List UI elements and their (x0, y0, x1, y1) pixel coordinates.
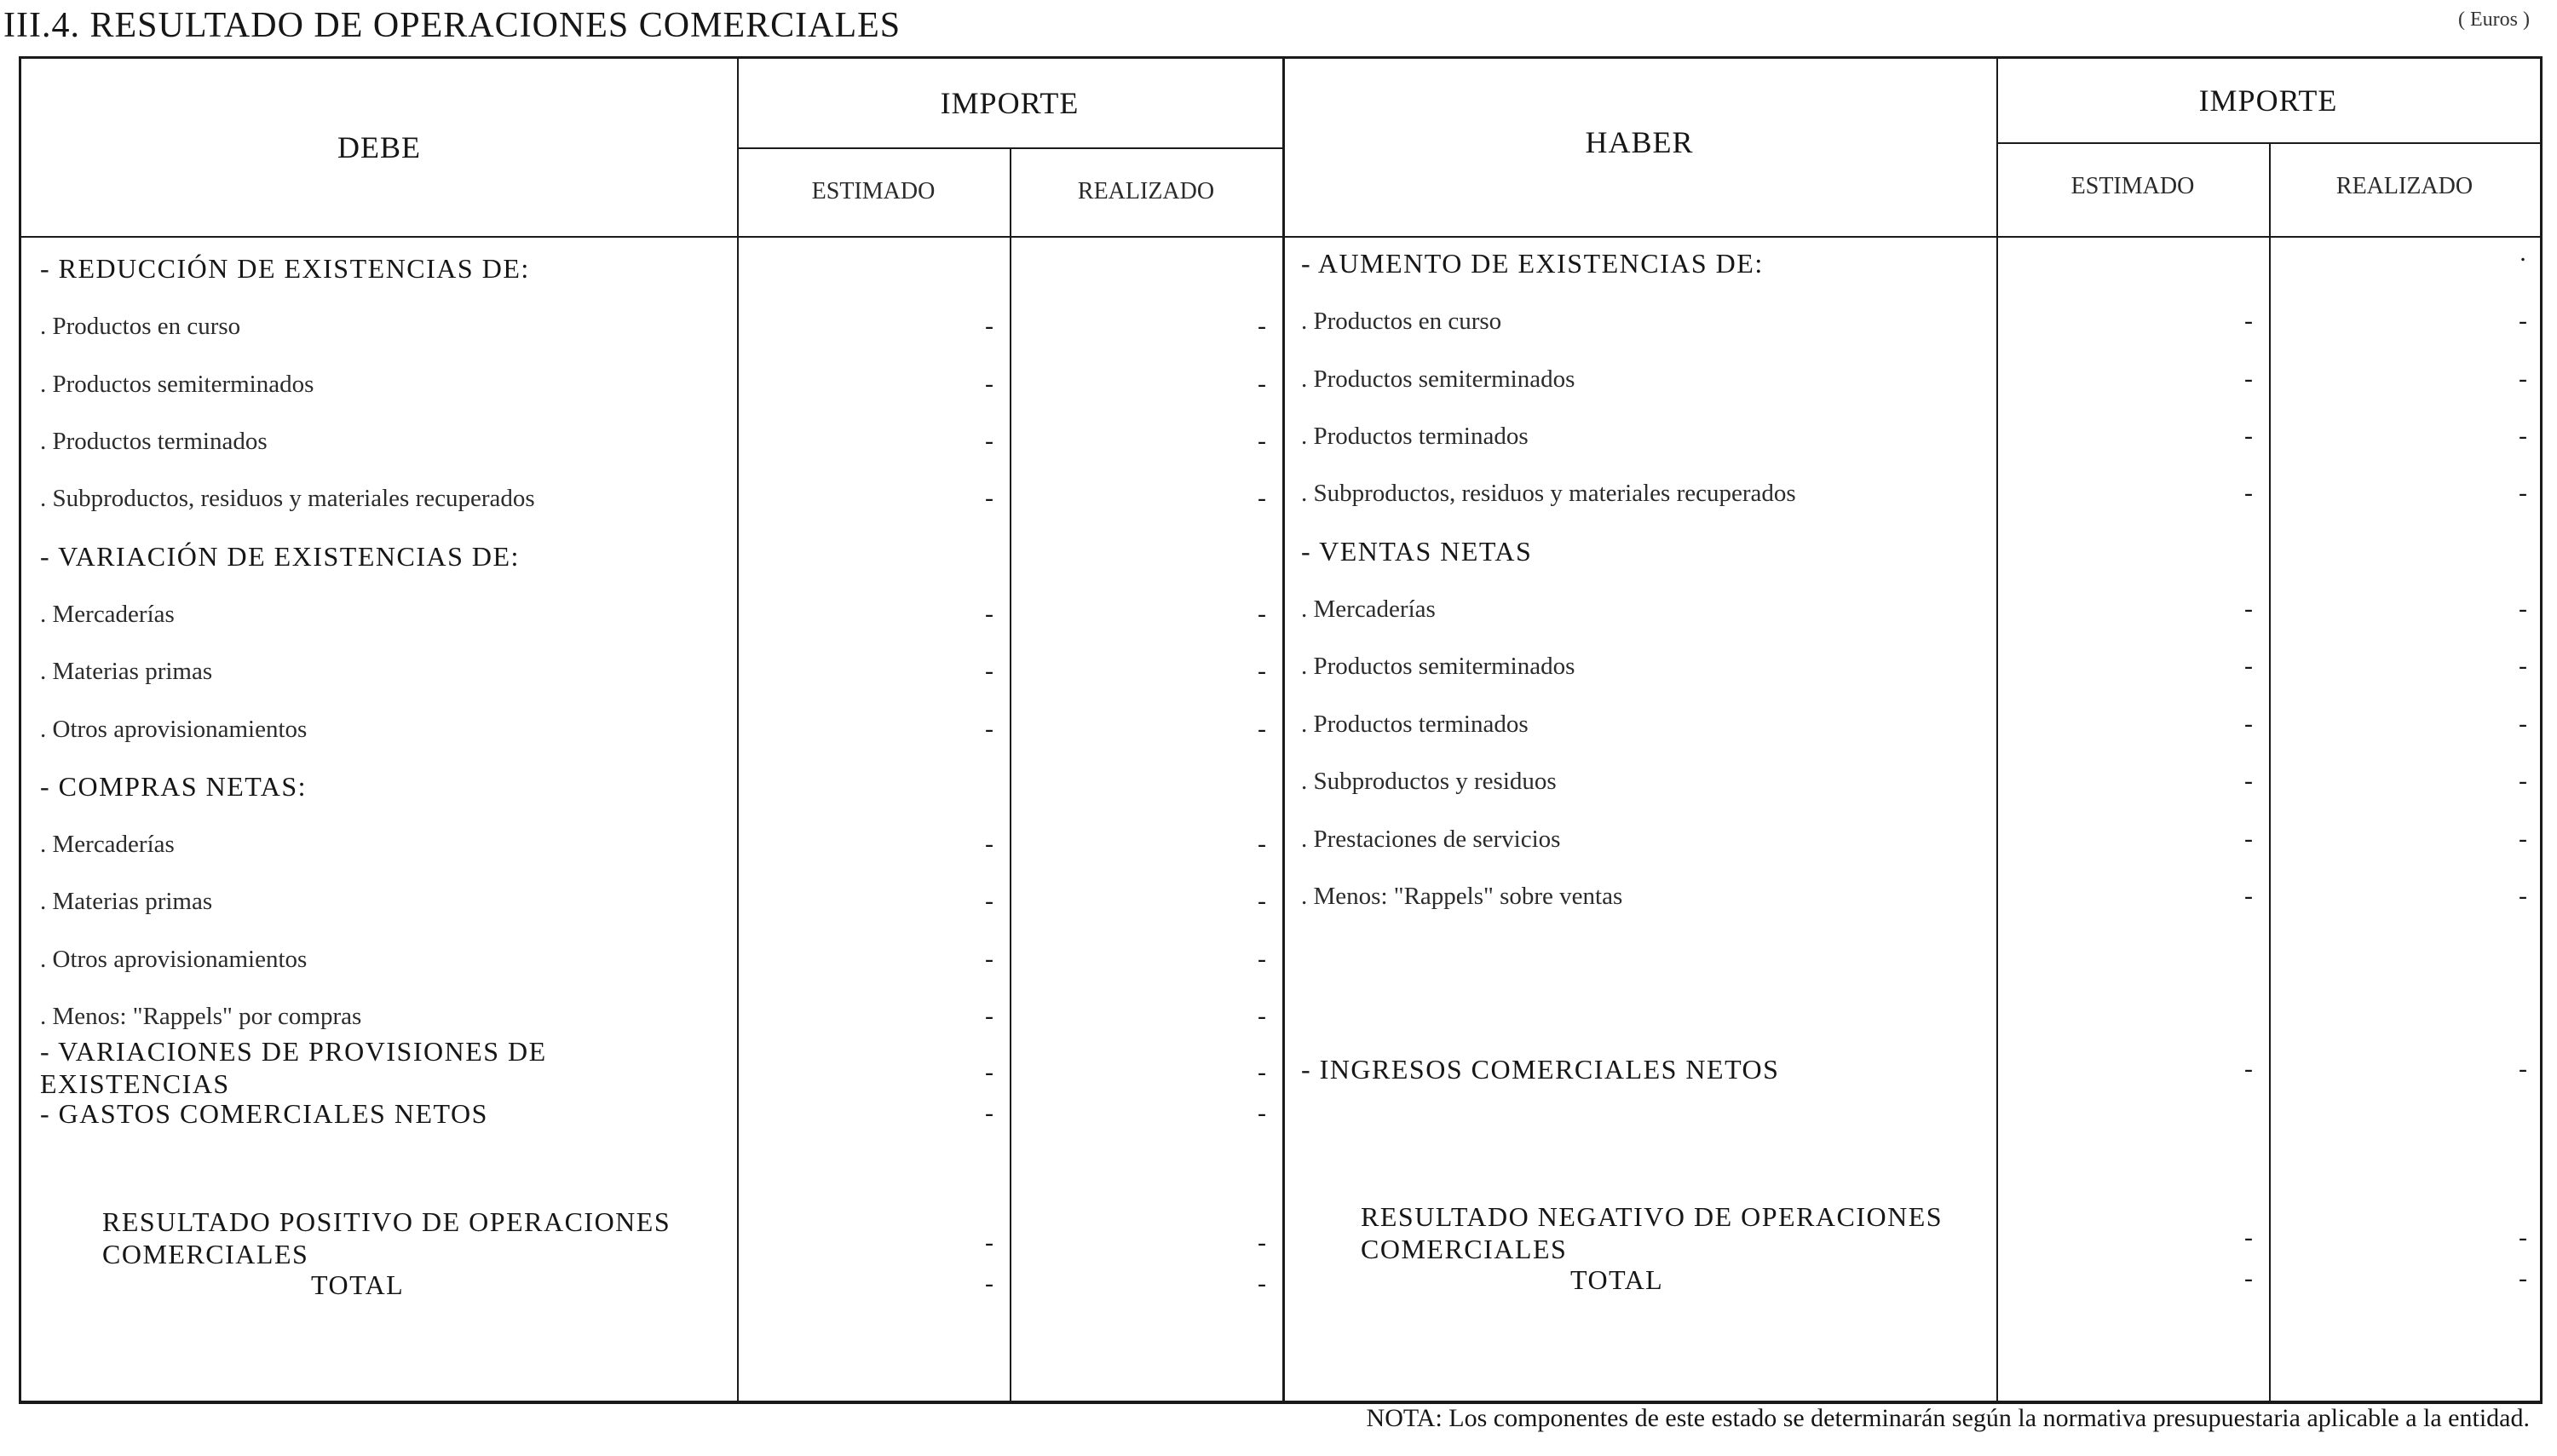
haber-realizado-value: . (2520, 239, 2526, 267)
haber-estimado-value: - (2244, 825, 2253, 853)
haber-total-label: TOTAL (1570, 1264, 1664, 1295)
haber-realizado-value: - (2519, 882, 2527, 910)
haber-realizado-value: - (2519, 710, 2527, 738)
haber-realizado-value: - (2519, 365, 2527, 393)
page-title: III.4. RESULTADO DE OPERACIONES COMERCIALES (3, 6, 901, 45)
importe-header-right: IMPORTE (2198, 83, 2338, 118)
estimado-header-right: ESTIMADO (2070, 173, 2195, 199)
haber-realizado-value: - (2519, 422, 2527, 450)
debe-estimado-value: - (985, 1002, 993, 1030)
debe-header: DEBE (337, 130, 421, 164)
haber-realizado-value: - (2519, 652, 2527, 680)
haber-row-label: . Productos terminados (1301, 423, 1529, 450)
importe-header-left: IMPORTE (940, 86, 1080, 120)
debe-realizado-value: - (1258, 887, 1266, 915)
debe-estimado-value: - (985, 370, 993, 398)
haber-realizado-value: - (2519, 1055, 2527, 1083)
debe-total-label: RESULTADO POSITIVO DE OPERACIONES COMERCIALES (102, 1206, 671, 1269)
debe-row-label: . Mercaderías (40, 601, 175, 628)
haber-estimado-value: - (2244, 882, 2253, 910)
haber-estimado-value: - (2244, 652, 2253, 680)
haber-total-label: RESULTADO NEGATIVO DE OPERACIONES COMERCIALES (1361, 1201, 1944, 1264)
debe-total-label: TOTAL (311, 1269, 405, 1300)
col-divider-center (1282, 59, 1285, 1401)
debe-row-label: . Otros aprovisionamientos (40, 946, 308, 973)
debe-estimado-value: - (985, 1269, 993, 1298)
haber-row-label: . Subproductos y residuos (1301, 768, 1557, 795)
haber-realizado-value: - (2519, 307, 2527, 335)
realizado-header-right: REALIZADO (2335, 173, 2473, 199)
debe-estimado-value: - (985, 427, 993, 455)
debe-realizado-value: - (1258, 1002, 1266, 1030)
debe-row-label: . Productos terminados (40, 428, 268, 455)
debe-estimado-value: - (985, 484, 993, 512)
debe-row-label: . Mercaderías (40, 831, 175, 858)
debe-estimado-value: - (985, 945, 993, 973)
haber-realizado-value: - (2519, 767, 2527, 795)
debe-realizado-value: - (1258, 715, 1266, 743)
estimado-header-left: ESTIMADO (811, 178, 936, 204)
haber-row-label: . Productos en curso (1301, 308, 1502, 335)
haber-estimado-value: - (2244, 767, 2253, 795)
debe-realizado-value: - (1258, 945, 1266, 973)
debe-estimado-value: - (985, 600, 993, 628)
debe-realizado-value: - (1258, 1269, 1266, 1298)
haber-row-label: - VENTAS NETAS (1301, 536, 1533, 567)
haber-estimado-value: - (2244, 365, 2253, 393)
debe-row-label: . Productos en curso (40, 313, 241, 340)
haber-estimado-value: - (2244, 479, 2253, 507)
debe-realizado-value: - (1258, 427, 1266, 455)
haber-estimado-value: - (2244, 422, 2253, 450)
haber-row-label: - INGRESOS COMERCIALES NETOS (1301, 1054, 1780, 1085)
haber-realizado-value: - (2519, 595, 2527, 623)
haber-estimado-value: - (2244, 1264, 2253, 1292)
debe-row-label: . Materias primas (40, 658, 213, 685)
debe-row-label: - VARIACIÓN DE EXISTENCIAS DE: (40, 541, 520, 572)
col-divider-estimado-right (2269, 142, 2271, 1401)
haber-row-label: . Subproductos, residuos y materiales recuperados (1301, 480, 1796, 507)
haber-row-label: . Prestaciones de servicios (1301, 826, 1561, 853)
haber-estimado-value: - (2244, 1055, 2253, 1083)
footer-note: NOTA: Los componentes de este estado se determinarán según la normativa presupuestaria aplicable a la entidad. (1366, 1404, 2530, 1432)
realizado-header-left: REALIZADO (1077, 178, 1215, 204)
debe-realizado-value: - (1258, 312, 1266, 340)
haber-row-label: . Mercaderías (1301, 596, 1436, 623)
debe-row-label: - VARIACIONES DE PROVISIONES DE EXISTENCIAS (40, 1036, 547, 1099)
haber-estimado-value: - (2244, 307, 2253, 335)
debe-estimado-value: - (985, 830, 993, 858)
haber-row-label: - AUMENTO DE EXISTENCIAS DE: (1301, 248, 1764, 279)
debe-realizado-value: - (1258, 600, 1266, 628)
debe-realizado-value: - (1258, 1099, 1266, 1127)
debe-realizado-value: - (1258, 1058, 1266, 1086)
header-bottom-line (21, 236, 2540, 238)
debe-row-label: . Otros aprovisionamientos (40, 716, 308, 743)
debe-estimado-value: - (985, 1058, 993, 1086)
col-divider-haber (1996, 59, 1998, 1401)
debe-realizado-value: - (1258, 1229, 1266, 1257)
haber-realizado-value: - (2519, 1223, 2527, 1252)
debe-row-label: - REDUCCIÓN DE EXISTENCIAS DE: (40, 253, 530, 284)
haber-realizado-value: - (2519, 479, 2527, 507)
haber-row-label: . Productos semiterminados (1301, 653, 1575, 680)
debe-estimado-value: - (985, 312, 993, 340)
debe-estimado-value: - (985, 1229, 993, 1257)
debe-row-label: - COMPRAS NETAS: (40, 771, 308, 802)
haber-header: HABER (1585, 125, 1694, 159)
haber-estimado-value: - (2244, 710, 2253, 738)
haber-estimado-value: - (2244, 1223, 2253, 1252)
haber-realizado-value: - (2519, 1264, 2527, 1292)
currency-note: ( Euros ) (2458, 9, 2530, 31)
debe-realizado-value: - (1258, 657, 1266, 685)
debe-row-label: . Materias primas (40, 888, 213, 915)
haber-realizado-value: - (2519, 825, 2527, 853)
debe-estimado-value: - (985, 657, 993, 685)
debe-row-label: . Subproductos, residuos y materiales recuperados (40, 485, 535, 512)
haber-row-label: . Productos semiterminados (1301, 365, 1575, 393)
debe-estimado-value: - (985, 887, 993, 915)
debe-row-label: - GASTOS COMERCIALES NETOS (40, 1098, 488, 1129)
debe-row-label: . Productos semiterminados (40, 371, 314, 398)
haber-row-label: . Productos terminados (1301, 711, 1529, 738)
haber-estimado-value: - (2244, 595, 2253, 623)
debe-realizado-value: - (1258, 370, 1266, 398)
col-divider-debe (737, 59, 739, 1401)
debe-realizado-value: - (1258, 484, 1266, 512)
debe-row-label: . Menos: "Rappels" por compras (40, 1003, 362, 1030)
debe-estimado-value: - (985, 1099, 993, 1127)
col-divider-estimado-left (1010, 147, 1011, 1401)
debe-estimado-value: - (985, 715, 993, 743)
haber-row-label: . Menos: "Rappels" sobre ventas (1301, 883, 1623, 910)
debe-realizado-value: - (1258, 830, 1266, 858)
operations-table (19, 56, 2543, 1404)
